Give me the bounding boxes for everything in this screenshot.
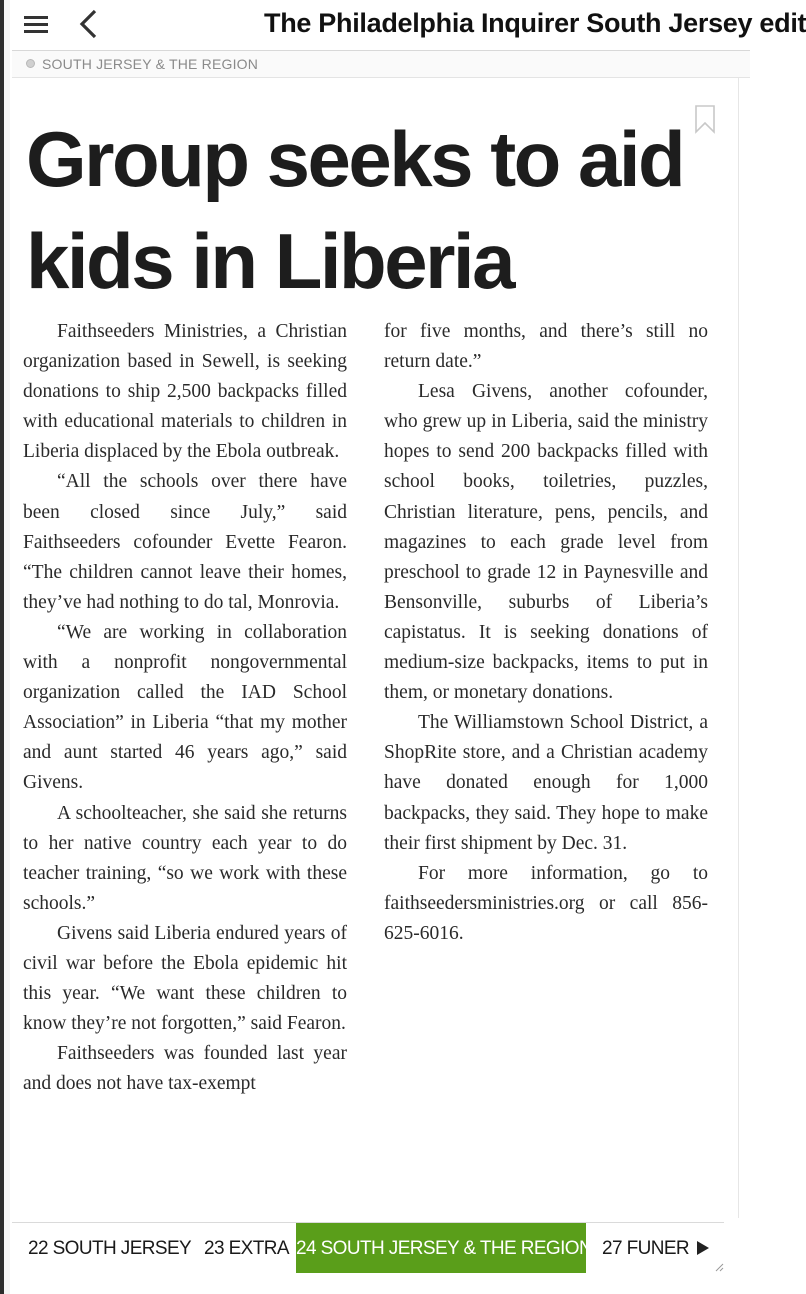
paragraph-continuation: for five months, and there’s still no return date.” bbox=[384, 321, 708, 373]
section-label: SOUTH JERSEY & THE REGION bbox=[42, 56, 259, 72]
paragraph: The Williamstown School District, a ShopRite store, and a Christian academy have donated enough for 1,000 backpacks, they said. They hope to make their first shipment by Dec. 31. bbox=[384, 712, 708, 854]
page-navigation-bar bbox=[12, 1222, 724, 1273]
paragraph: Faithseeders Ministries, a Christian organization based in Sewell, is seeking donations to ship 2,500 backpacks filled with educational materials to children in Liberia displaced by the Ebola outbreak. bbox=[23, 321, 347, 463]
window-edge-shadow bbox=[4, 0, 10, 1294]
article-page bbox=[12, 78, 738, 1218]
paragraph: “All the schools over there have been closed since July,” said Faithseeders cofounder Evette Fearon. “The children cannot leave their homes, they’ve had nothing to do tal, Monrovia. bbox=[23, 471, 347, 613]
paragraph: Faithseeders was founded last year and does not have tax-exempt bbox=[23, 1043, 347, 1095]
paragraph: A schoolteacher, she said she returns to her native country each year to do teacher training, “so we work with these schools.” bbox=[23, 802, 347, 914]
publication-title: The Philadelphia Inquirer South Jersey edit bbox=[264, 8, 806, 38]
section-dot-icon bbox=[26, 59, 35, 68]
paragraph: “We are working in collaboration with a nonprofit nongovernmental organization called the IAD School Association” in Liberia “that my mother and aunt started 46 years ago,” said Givens. bbox=[23, 621, 347, 794]
paragraph: Givens said Liberia endured years of civil war before the Ebola epidemic hit this year. “We want these children to know they’re not forgotten,” said Fearon. bbox=[23, 922, 347, 1035]
play-arrow-icon[interactable] bbox=[696, 1240, 710, 1256]
paragraph: Lesa Givens, another cofounder, who grew up in Liberia, said the ministry hopes to send 200 backpacks filled with school books, toiletries, puzzles, Christian literature, pens, pencils, and magazines to each grade level from preschool to grade 12 in Paynesville and Bensonville, suburbs of Liberia’s capistatus. It is seeking donations of medium-size backpacks, items to put in them, or monetary donations. bbox=[384, 381, 708, 704]
page-tab-23-extra[interactable]: 23 EXTRA bbox=[204, 1238, 289, 1259]
top-toolbar bbox=[12, 0, 806, 50]
page-tab-27-funer[interactable]: 27 FUNER bbox=[602, 1238, 690, 1259]
resize-grip-icon bbox=[714, 1262, 724, 1272]
article-headline: Group seeks to aid kids in Liberia bbox=[26, 115, 684, 305]
chevron-left-icon[interactable] bbox=[74, 8, 102, 40]
paragraph: For more information, go to faithseedersministries.org or call 856-625-6016. bbox=[384, 862, 708, 944]
section-breadcrumb bbox=[12, 50, 750, 78]
article-column-left bbox=[23, 317, 347, 1099]
page-tab-24-south-jersey-region-active[interactable]: 24 SOUTH JERSEY & THE REGION bbox=[296, 1223, 586, 1273]
hamburger-menu-icon[interactable] bbox=[24, 10, 52, 40]
article-column-right bbox=[384, 317, 708, 949]
page-tab-22-south-jersey[interactable]: 22 SOUTH JERSEY bbox=[28, 1238, 192, 1259]
